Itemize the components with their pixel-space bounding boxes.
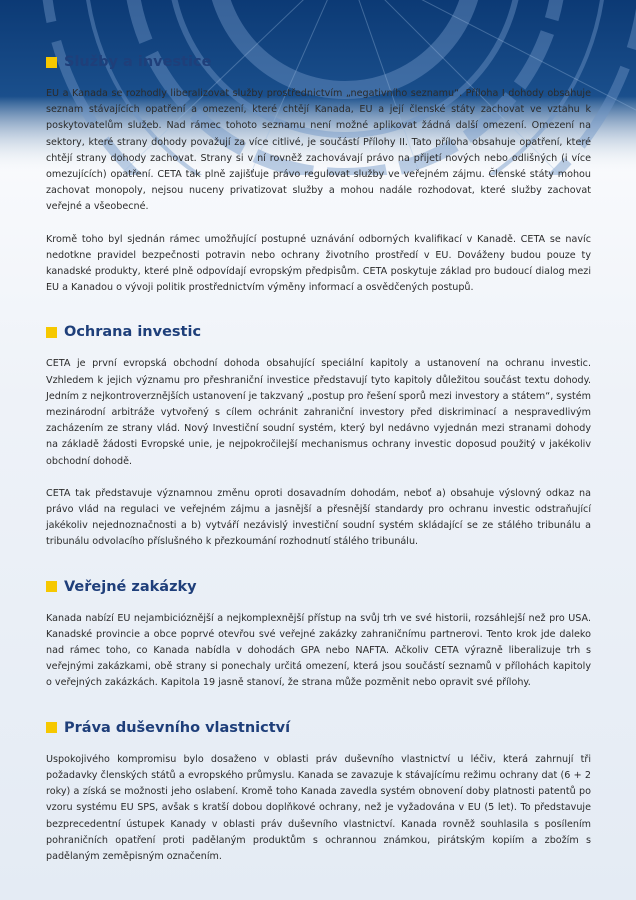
paragraph: Uspokojivého kompromisu bylo dosaženo v oblasti práv duševního vlastnictví u léčiv, která zahrnují tři požadavky členských států a evropského průmyslu. Kanada se zavazuje k stávajícímu režimu ochrany dat (6 + 2 roky) a získá se možnosti jeho oslabení. Kromě toho Kanada zavedla systém obnovení doby platnosti patentů po vzoru systému EU SPS, avšak s kratší dobou doplňkové ochrany, než je vyžadována v EU (5 let). To představuje bezprecedentní ústupek Kanady v oblasti práv duševního vlastnictví. Kanada rovněž souhlasila s posílením pohraničních opatření proti padělaným produktům s ochrannou známkou, pirátským kopiím a zbožím s padělaným zeměpisným označením. xyxy=(46,753,591,862)
document-body xyxy=(46,52,591,865)
section-heading-public-procurement xyxy=(46,577,591,597)
section-heading-intellectual-property xyxy=(46,718,591,738)
section-heading-services xyxy=(46,52,591,72)
yellow-square-bullet-icon xyxy=(46,581,57,592)
section-title-text: Ochrana investic xyxy=(64,324,202,341)
section-title-text: Služby a investice xyxy=(64,54,212,70)
paragraph: EU a Kanada se rozhodly liberalizovat služby prostřednictvím „negativního seznamu“. Příloha I dohody obsahuje seznam stávajících opatření a omezení, které chtějí Kanada, EU a její členské státy zachovat ve vztahu k poskytovatelům služeb. Nad rámec tohoto seznamu není možné aplikovat žádná další omezení. Omezení na sektory, které strany dohody považují za více citlivé, je součástí Přílohy II. Tato příloha obsahuje opatření, které chtějí strany dohody zachovat. Strany si v ní rovněž zachovávají právo na přijetí nových nebo odlišných (i více omezujících) opatření. CETA tak plně zajišťuje právo regulovat služby ve veřejném zájmu. Členské státy mohou zachovat monopoly, nejsou nuceny privatizovat služby a mohou nadále rozhodovat, které služby zachovat veřejné a všeobecné. xyxy=(46,88,591,213)
section-title-text: Práva duševního vlastnictví xyxy=(64,719,291,736)
yellow-square-bullet-icon xyxy=(46,327,57,338)
paragraph: CETA tak představuje významnou změnu oproti dosavadním dohodám, neboť a) obsahuje výslovný odkaz na právo vlád na regulaci ve veřejném zájmu a jasnější a přesnější standardy pro ochranu investic odstraňující jakékoliv nejednoznačnosti a b) vytváří nezávislý investiční soudní systém skládající se ze stálého tribunálu a tribunálu odvolacího příslušného k přezkoumání rozhodnutí stálého tribunálu. xyxy=(46,487,591,548)
paragraph: CETA je první evropská obchodní dohoda obsahující speciální kapitoly a ustanovení na ochranu investic. Vzhledem k jejich významu pro přeshraniční investice představují tyto kapitoly důležitou součást textu dohody. Jedním z nejkontroverznějších ustanovení je takzvaný „postup pro řešení sporů mezi investory a státem“, systém mezinárodní arbitráže vytvořený s cílem ochránit zahraniční investory před diskriminací a nespravedlivým zacházením ze strany vlád. Nový Investiční soudní systém, který byl nedávno vyjednán mezi stranami dohody na základě žádosti Evropské unie, je nejpokročilejší mechanismus ochrany investic doposud použitý v jakékoliv obchodní dohodě. xyxy=(46,358,591,467)
section-heading-investment-protection xyxy=(46,322,591,342)
section-title-text: Veřejné zakázky xyxy=(64,578,197,595)
paragraph: Kanada nabízí EU nejambicióznější a nejkomplexnější přístup na svůj trh ve své historii, rozsáhlejší než pro USA. Kanadské provincie a obce poprvé otevřou své veřejné zakázky zahraničnímu partnerovi. Tento krok jde daleko nad rámec toho, co Kanada nabídla v dohodách GPA nebo NAFTA. Ačkoliv CETA výrazně liberalizuje trh s veřejnými zakázkami, obě strany si ponechaly určitá omezení, která jsou součástí seznamů v přílohách kapitoly o veřejných zakázkách. Kapitola 19 jasně stanoví, že strana může pozměnit nebo opravit své přílohy. xyxy=(46,612,591,689)
paragraph: Kromě toho byl sjednán rámec umožňující postupné uznávání odborných kvalifikací v Kanadě. CETA se navíc nedotkne pravidel bezpečnosti potravin nebo ochrany životního prostředí v EU. Dováženy budou pouze ty kanadské produkty, které plně odpovídají evropským předpisům. CETA poskytuje základ pro budoucí dialog mezi EU a Kanadou o vývoji politik prostřednictvím výměny informací a osvědčených postupů. xyxy=(46,233,591,294)
yellow-square-bullet-icon xyxy=(46,722,57,733)
yellow-square-bullet-icon xyxy=(46,57,57,68)
